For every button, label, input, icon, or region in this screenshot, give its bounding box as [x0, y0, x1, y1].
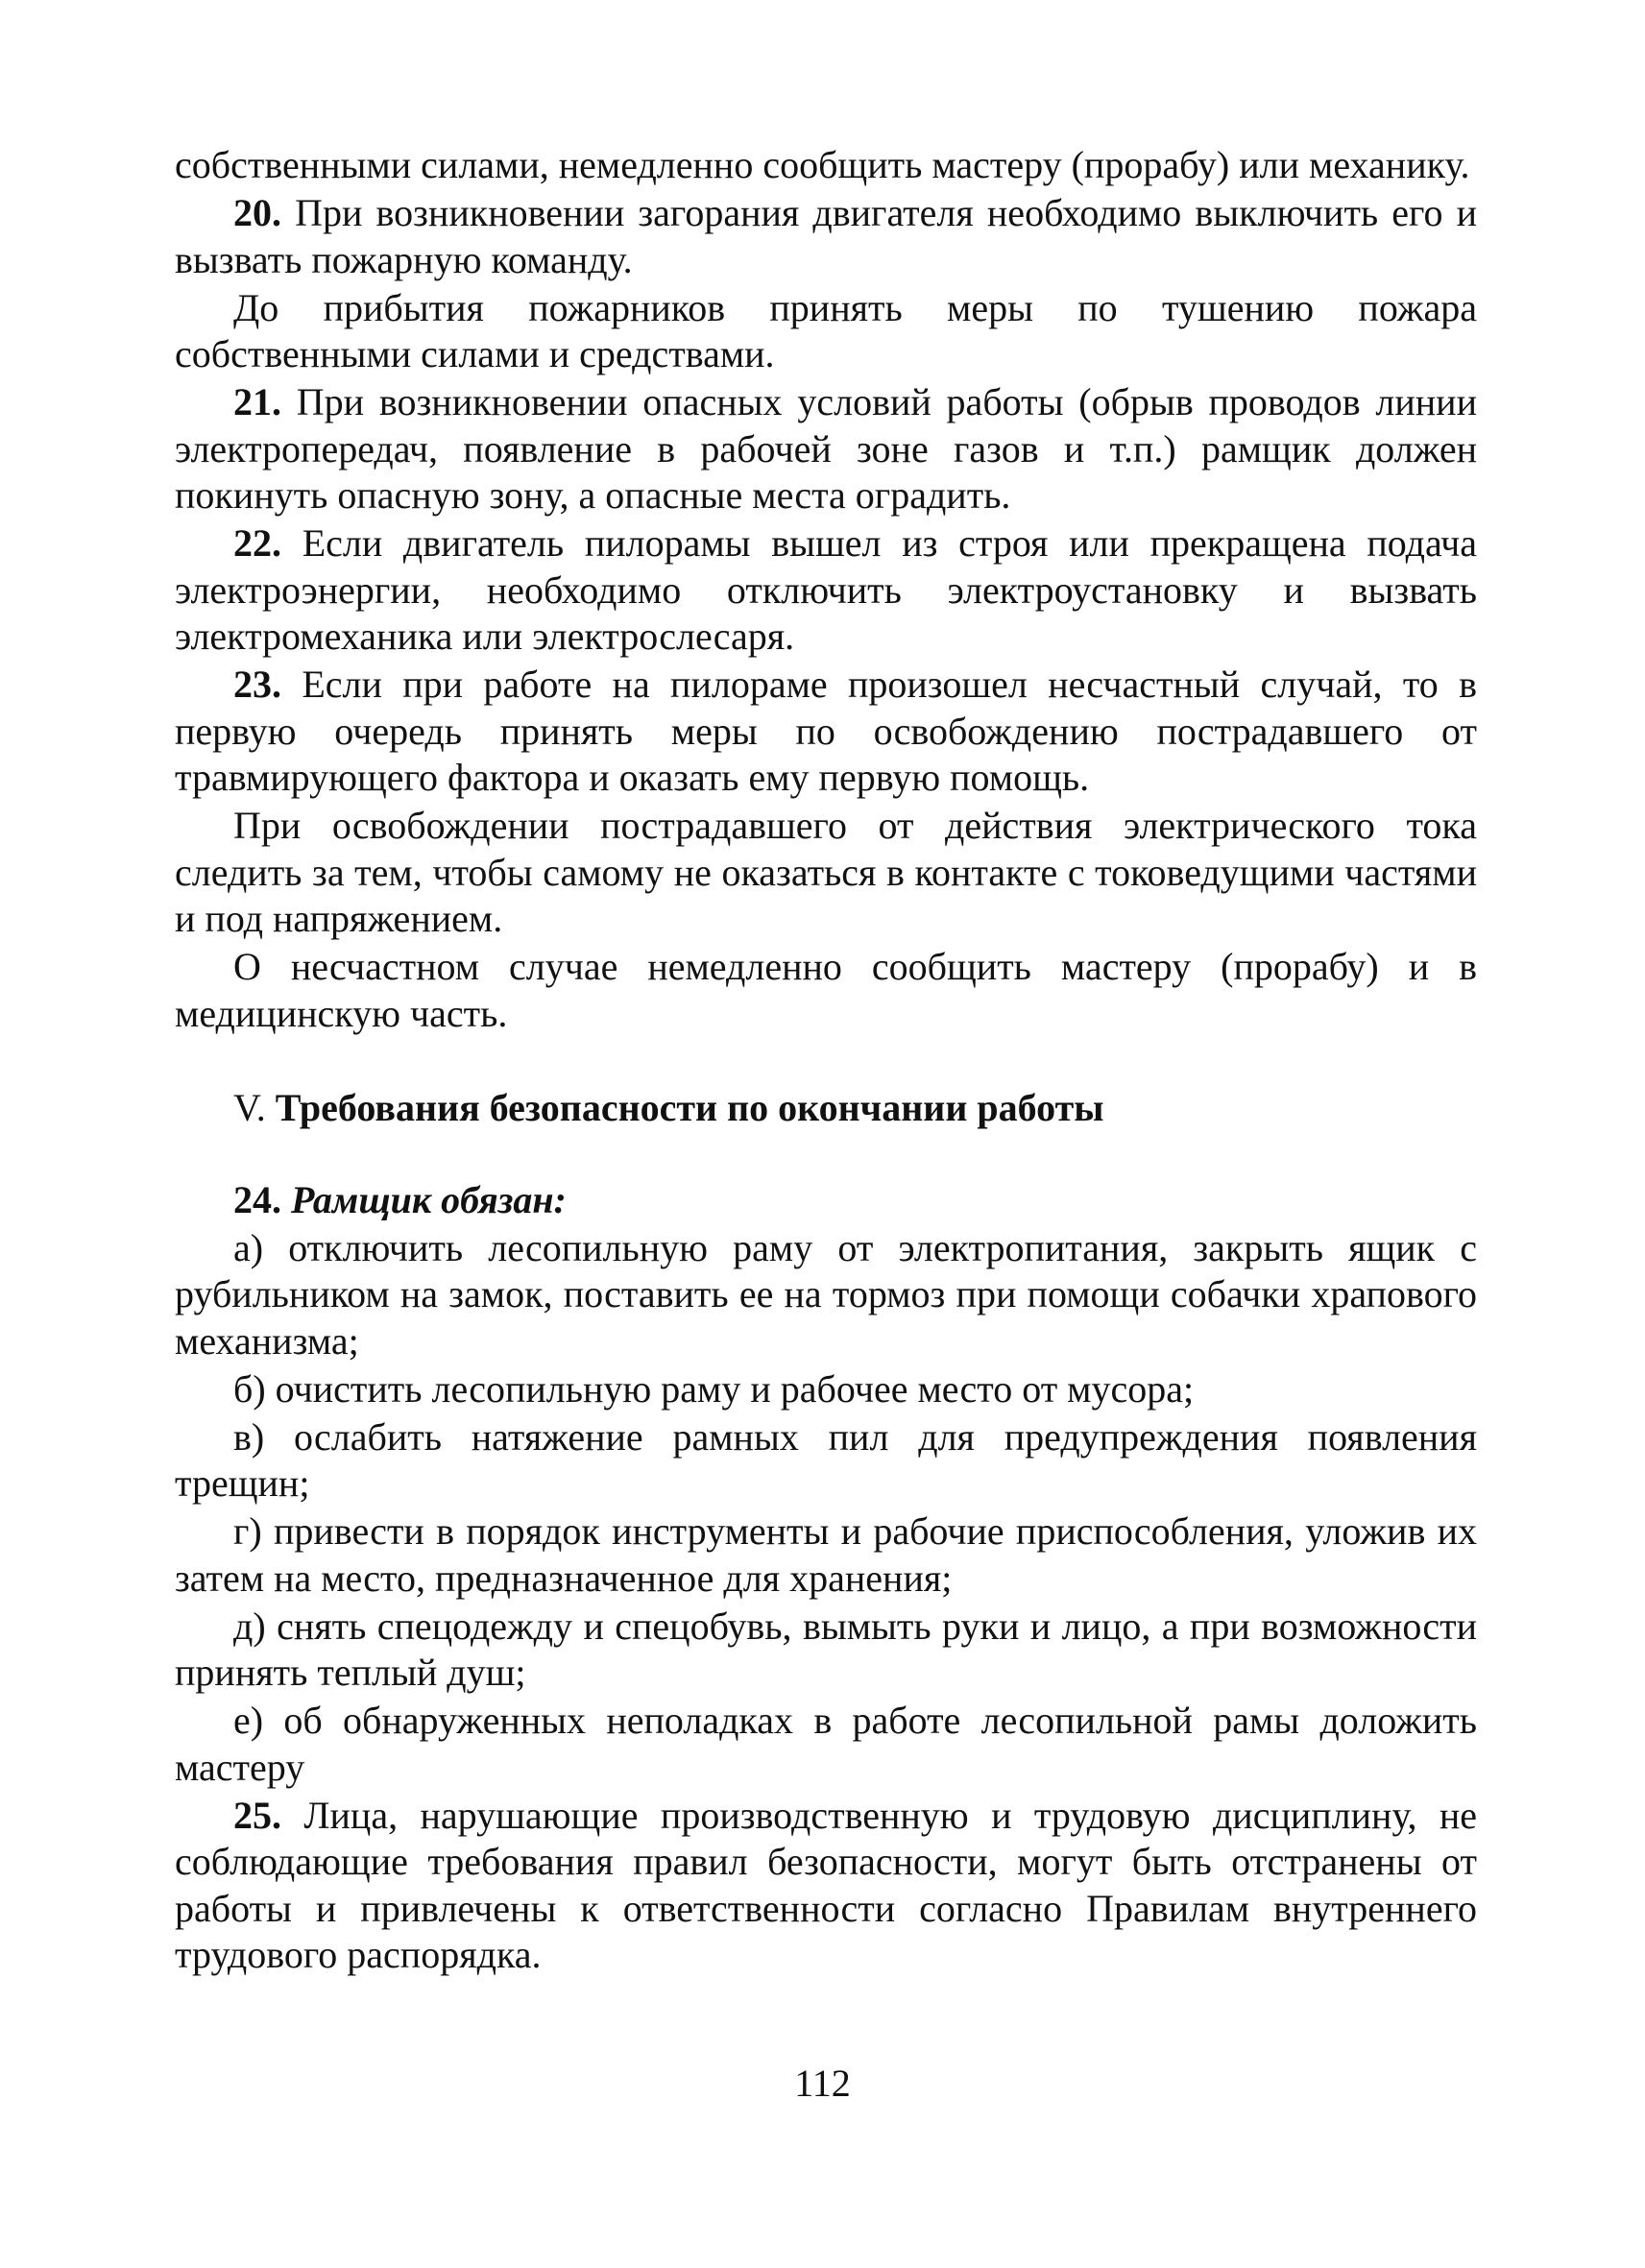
list-item-g: г) привести в порядок инструменты и рабочие приспособления, уложив их затем на место, предназначенное для хранения;	[175, 1509, 1477, 1600]
section-title: Требования безопасности по окончании работы	[265, 1086, 1104, 1129]
paragraph-21: 21. При возникновении опасных условий работы (обрыв проводов линии электропередач, появление в рабочей зоне газов и т.п.) рамщик должен покинуть опасную зону, а опасные места оградить.	[175, 380, 1477, 517]
paragraph-20: 20. При возникновении загорания двигателя необходимо выключить его и вызвать пожарную команду.	[175, 191, 1477, 281]
paragraph-19-continuation: собственными силами, немедленно сообщить мастеру (прорабу) или механику.	[175, 143, 1470, 186]
paragraph-22: 22. Если двигатель пилорамы вышел из строя или прекращена подача электроэнергии, необходимо отключить электроустановку и вызвать электромеханика или электрослесаря.	[175, 521, 1477, 658]
list-item-e: е) об обнаруженных неполадках в работе лесопильной рамы доложить мастеру	[175, 1699, 1477, 1789]
item-24-title	[175, 1177, 1477, 1224]
section-roman-numeral: V.	[233, 1086, 266, 1129]
item-number: 25.	[233, 1793, 281, 1837]
paragraph-20-continuation: До прибытия пожарников принять меры по тушению пожара собственными силами и средствами.	[175, 285, 1477, 375]
document-page	[175, 142, 1477, 1980]
paragraph-23-electric: При освобождении пострадавшего от действия электрического тока следить за тем, чтобы самому не оказаться в контакте с токоведущими частями и под напряжением.	[175, 804, 1477, 940]
item-number: 24.	[233, 1177, 281, 1221]
item-number: 23.	[233, 663, 281, 706]
list-item-v: в) ослабить натяжение рамных пил для предупреждения появления трещин;	[175, 1414, 1477, 1505]
list-item-a: а) отключить лесопильную раму от электропитания, закрыть ящик с рубильником на замок, поставить ее на тормоз при помощи собачки храпового механизма;	[175, 1225, 1477, 1363]
list-item-b: б) очистить лесопильную раму и рабочее место от мусора;	[233, 1366, 1195, 1411]
page-number: 112	[794, 2062, 851, 2105]
paragraph-25: 25. Лица, нарушающие производственную и трудовую дисциплину, не соблюдающие требования правил безопасности, могут быть отстранены от работы и привлечены к ответственности согласно Правилам внутреннего трудового распорядка.	[175, 1793, 1477, 1976]
item-number: 22.	[233, 521, 281, 565]
paragraph-23: 23. Если при работе на пилораме произошел несчастный случай, то в первую очередь принять меры по освобождению пострадавшего от травмирующего фактора и оказать ему первую помощь.	[175, 663, 1477, 799]
item-number: 21.	[233, 380, 281, 423]
paragraph-23-report: О несчастном случае немедленно сообщить мастеру (прорабу) и в медицинскую часть.	[175, 945, 1477, 1035]
item-24-heading: Рамщик обязан:	[281, 1177, 567, 1221]
list-item-d: д) снять спецодежду и спецобувь, вымыть руки и лицо, а при возможности принять теплый душ;	[175, 1604, 1477, 1694]
section-heading	[175, 1085, 1477, 1132]
item-number: 20.	[233, 191, 281, 234]
